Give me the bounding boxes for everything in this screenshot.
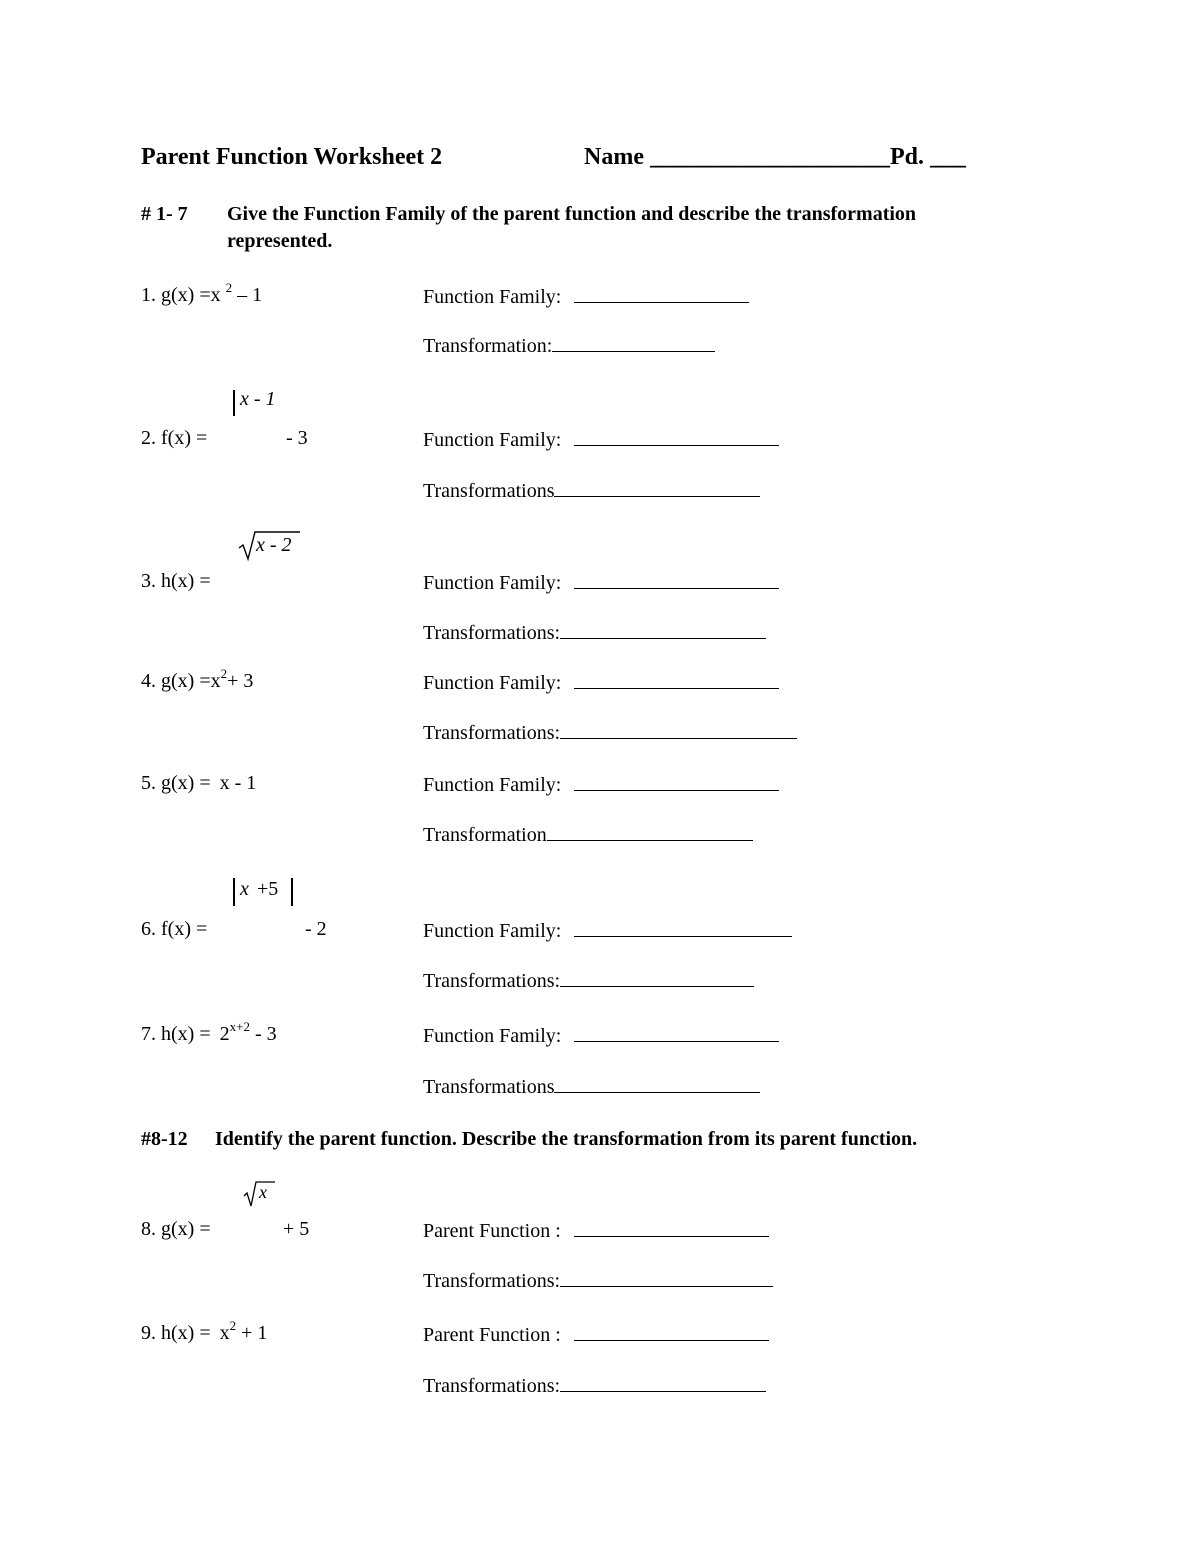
problem-1-family-row [423, 284, 749, 309]
family-label: Function Family: [423, 1025, 562, 1047]
problem-1 [141, 280, 263, 307]
problem-2-abs-expr [233, 388, 276, 411]
problem-tail: – 1 [232, 284, 263, 306]
transformation-label: Transformations [423, 1076, 555, 1098]
problem-exponent: 2 [225, 280, 233, 295]
name-label-text: Name [584, 144, 644, 170]
problem-8-transformation-row [423, 1268, 773, 1293]
sqrt-argument: x [259, 1182, 267, 1202]
family-label: Function Family: [423, 672, 562, 694]
abs-argument-x: x [240, 878, 249, 900]
problem-lhs: h(x) = [161, 1322, 211, 1344]
transformation-label: Transformations [423, 480, 555, 502]
problem-number: 9. [141, 1322, 156, 1344]
family-answer-blank[interactable] [574, 284, 749, 303]
problem-lhs: g(x) = [161, 1218, 211, 1240]
transformation-answer-blank[interactable] [547, 822, 753, 841]
section2-instruction: Identify the parent function. Describe the transformation from its parent function. [215, 1128, 918, 1150]
problem-tail: - 3 [249, 1023, 277, 1045]
family-label: Function Family: [423, 774, 562, 796]
problem-expr: 2 [219, 1023, 230, 1045]
problem-6-transformation-row [423, 968, 754, 993]
problem-5 [141, 772, 256, 795]
transformation-label: Transformations: [423, 970, 561, 992]
name-field[interactable]: ____________________ [649, 144, 890, 170]
problem-6-tail: - 2 [305, 918, 327, 940]
transformation-label: Transformations: [423, 1375, 561, 1397]
problem-3-family-row [423, 570, 779, 595]
problem-lhs: h(x) = [161, 1023, 211, 1045]
problem-4 [141, 666, 254, 693]
problem-expr: x - 1 [219, 772, 257, 794]
problem-exponent: 2 [220, 666, 228, 681]
problem-6 [141, 918, 207, 941]
problem-9-family-row [423, 1322, 769, 1347]
problem-8-family-row [423, 1218, 769, 1243]
problem-2-tail: - 3 [286, 427, 308, 449]
family-answer-blank[interactable] [574, 670, 779, 689]
section1-instruction-line1: Give the Function Family of the parent function and describe the transformation [227, 203, 917, 225]
problem-2-transformation-row [423, 478, 760, 503]
problem-3 [141, 570, 211, 593]
problem-3-transformation-row [423, 620, 766, 645]
problem-number: 6. [141, 918, 156, 940]
parent-function-label: Parent Function : [423, 1220, 561, 1242]
transformation-answer-blank[interactable] [554, 478, 760, 497]
problem-lhs: f(x) = [161, 918, 208, 940]
family-label: Function Family: [423, 286, 562, 308]
problem-4-family-row [423, 670, 779, 695]
transformation-answer-blank[interactable] [560, 1373, 766, 1392]
abs-bar-left [233, 390, 235, 416]
transformation-answer-blank[interactable] [560, 720, 797, 739]
problem-number: 5. [141, 772, 156, 794]
transformation-label: Transformations: [423, 622, 561, 644]
problem-7 [141, 1019, 277, 1046]
parent-function-label: Parent Function : [423, 1324, 561, 1346]
section1-instruction-line2: represented. [227, 230, 333, 252]
problem-expr: x [210, 284, 221, 306]
problem-6-abs-expr [233, 876, 295, 908]
problem-lhs: f(x) = [161, 427, 208, 449]
name-label [584, 144, 966, 171]
problem-lhs: g(x) = [161, 772, 211, 794]
problem-5-family-row [423, 772, 779, 797]
problem-number: 7. [141, 1023, 156, 1045]
problem-4-transformation-row [423, 720, 797, 745]
transformation-label: Transformation [423, 824, 547, 846]
problem-number: 1. [141, 284, 156, 306]
family-answer-blank[interactable] [574, 772, 779, 791]
parent-function-answer-blank[interactable] [574, 1218, 769, 1237]
problem-number: 4. [141, 670, 156, 692]
problem-5-transformation-row [423, 822, 753, 847]
family-label: Function Family: [423, 920, 562, 942]
problem-lhs: h(x) = [161, 570, 211, 592]
sqrt-argument: x - 2 [256, 534, 292, 556]
transformation-label: Transformation: [423, 335, 553, 357]
abs-bar-right [291, 878, 293, 906]
problem-expr: x [219, 1322, 230, 1344]
transformation-answer-blank[interactable] [560, 968, 754, 987]
problem-8-tail: + 5 [283, 1218, 310, 1240]
problem-expr: x [210, 670, 221, 692]
section1-number: # 1- 7 [141, 203, 188, 225]
parent-function-answer-blank[interactable] [574, 1322, 769, 1341]
problem-tail: + 3 [227, 670, 254, 692]
problem-2 [141, 427, 207, 450]
family-label: Function Family: [423, 429, 562, 451]
pd-label: Pd. [889, 144, 924, 170]
problem-exponent: x+2 [229, 1019, 250, 1034]
abs-argument: x - 1 [240, 388, 276, 410]
problem-1-transformation-row [423, 333, 715, 358]
problem-number: 2. [141, 427, 156, 449]
problem-tail: + 1 [236, 1322, 268, 1344]
problem-lhs: g(x) = [161, 670, 211, 692]
problem-6-family-row [423, 918, 792, 943]
family-answer-blank[interactable] [574, 570, 779, 589]
family-answer-blank[interactable] [574, 918, 792, 937]
transformation-answer-blank[interactable] [554, 1074, 760, 1093]
transformation-label: Transformations: [423, 1270, 561, 1292]
problem-7-family-row [423, 1023, 779, 1048]
pd-field[interactable]: ___ [930, 144, 966, 170]
section2-number: #8-12 [141, 1128, 188, 1150]
abs-argument-rest: +5 [257, 878, 279, 900]
problem-number: 8. [141, 1218, 156, 1240]
family-label: Function Family: [423, 572, 562, 594]
problem-number: 3. [141, 570, 156, 592]
transformation-answer-blank[interactable] [560, 1268, 773, 1287]
problem-lhs: g(x) = [161, 284, 211, 306]
problem-9-transformation-row [423, 1373, 766, 1398]
worksheet-title: Parent Function Worksheet 2 [141, 144, 443, 170]
transformation-label: Transformations: [423, 722, 561, 744]
transformation-answer-blank[interactable] [552, 333, 715, 352]
problem-exponent: 2 [229, 1318, 237, 1333]
problem-2-family-row [423, 427, 779, 452]
problem-7-transformation-row [423, 1074, 760, 1099]
problem-9 [141, 1318, 268, 1345]
family-answer-blank[interactable] [574, 427, 779, 446]
abs-bar-left [233, 878, 235, 906]
problem-8 [141, 1218, 211, 1241]
transformation-answer-blank[interactable] [560, 620, 766, 639]
family-answer-blank[interactable] [574, 1023, 779, 1042]
